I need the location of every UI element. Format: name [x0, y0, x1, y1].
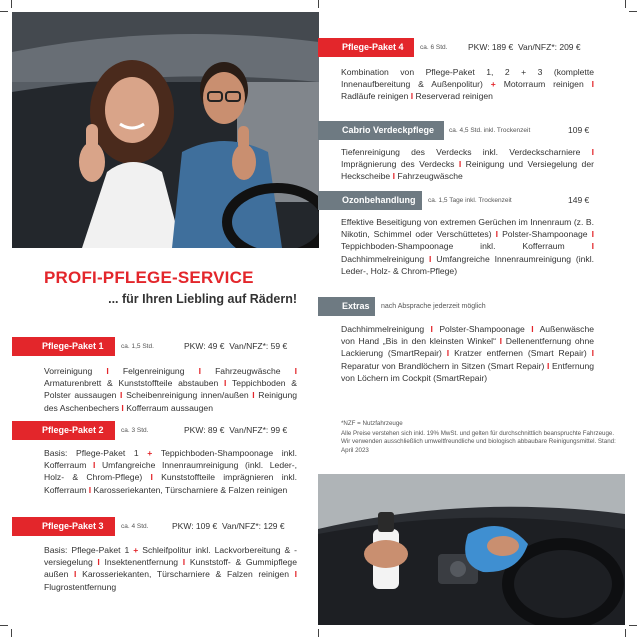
separator: I	[430, 324, 433, 334]
list-item: Teppichboden & Polster aussaugen	[44, 378, 297, 401]
page-subtitle: ... für Ihren Liebling auf Rädern!	[108, 292, 297, 306]
crop-mark	[625, 0, 626, 8]
plus-sign: +	[147, 448, 153, 458]
separator: I	[458, 159, 462, 170]
package-4-price-pkw: PKW: 189 €	[468, 42, 514, 52]
package-3-tag: Pflege-Paket 3	[12, 517, 115, 536]
crop-mark	[625, 629, 626, 637]
list-item: Felgenreinigung	[122, 366, 185, 376]
separator: I	[428, 253, 432, 264]
extras-tag: Extras	[318, 297, 375, 316]
package-4-duration: ca. 6 Std.	[420, 44, 448, 51]
ozone-price: 149 €	[568, 195, 590, 205]
separator: I	[88, 484, 92, 495]
list-item: Umfangreiche Innenraumreinigung (inkl. Leder-, Holz- & Chrom-Pflege)	[44, 460, 298, 483]
package-3-price-pkw: PKW: 109 €	[172, 521, 218, 531]
list-item: Entfernung von Löchern im Cockpit (SmartRepair)	[341, 360, 595, 383]
list-item: Insektenentfernung	[104, 557, 179, 568]
ozone-duration: ca. 1,5 Tage inkl. Trockenzeit	[428, 197, 512, 204]
list-item: Vorreinigung	[44, 366, 93, 376]
list-item: Reserverad reinigen	[415, 91, 493, 102]
package-1-tag: Pflege-Paket 1	[12, 337, 115, 356]
separator: I	[294, 366, 297, 376]
package-2-description	[44, 447, 297, 496]
separator: I	[591, 229, 594, 240]
crop-mark	[11, 629, 12, 637]
list-item: Fahrzeugwäsche	[215, 366, 281, 376]
separator: I	[74, 569, 77, 580]
ozone-tag: Ozonbehandlung	[318, 191, 422, 210]
package-3-price-van: Van/NFZ*: 129 €	[221, 521, 285, 531]
list-item: Radläufe reinigen	[341, 91, 409, 102]
separator: I	[410, 91, 414, 102]
separator: I	[392, 171, 395, 182]
list-item: Fahrzeugwäsche	[397, 171, 463, 182]
separator: I	[92, 460, 96, 471]
separator: I	[182, 557, 186, 568]
separator: I	[495, 229, 499, 240]
ozone-description	[341, 216, 594, 277]
list-item: Reparatur von Brandlöchern in Sitzen (Smart Repair)	[341, 360, 545, 371]
separator: I	[106, 366, 109, 376]
package-2-lead: Basis: Pflege-Paket 1	[44, 448, 139, 458]
footnote-nzf: *NZF = Nutzfahrzeuge	[341, 420, 403, 427]
separator: I	[224, 378, 227, 389]
separator: I	[499, 336, 503, 347]
extras-description	[341, 323, 594, 384]
cleaning-illustration	[318, 474, 625, 625]
package-2-price-pkw: PKW: 89 €	[184, 425, 225, 435]
list-item: Flugrostentfernung	[44, 581, 117, 592]
package-4-lead: Kombination von Pflege-Paket 1, 2 + 3 (komplette Innenaufbereitung & Außenpolitur)	[341, 67, 594, 90]
package-4-price	[468, 38, 581, 57]
crop-mark	[11, 0, 12, 8]
cabrio-description	[341, 146, 594, 183]
separator: I	[294, 569, 298, 580]
crop-mark	[629, 11, 637, 12]
list-item: Umfangreiche Innenraumreinigung (inkl. Leder-, Holz- & Chrom-Pflege)	[341, 253, 595, 276]
list-item: Dachhimmelreinigung	[341, 324, 425, 334]
package-4-price-van: Van/NFZ*: 209 €	[517, 42, 581, 52]
package-1-price-van: Van/NFZ*: 59 €	[229, 341, 288, 351]
list-item: Kunststoffteile imprägnieren inkl. Kofferraum	[44, 472, 297, 495]
list-item: Dellenentfernung ohne Lackierung (SmartRepair)	[341, 336, 595, 359]
list-item: Karosseriekanten, Türscharniere & Falzen reinigen	[82, 569, 289, 580]
list-item: Schleifpolitur inkl. Lackvorbereitung & -versiegelung	[44, 545, 297, 568]
couple-in-car-photo	[12, 12, 319, 248]
separator: I	[198, 366, 201, 376]
separator: I	[97, 557, 100, 568]
separator: I	[591, 348, 594, 359]
plus-sign: +	[490, 79, 496, 90]
separator: I	[546, 360, 550, 371]
package-1-price	[184, 337, 287, 356]
list-item: Polster-Shampoonage	[439, 324, 525, 334]
package-1-duration: ca. 1,5 Std.	[121, 343, 154, 350]
package-2-tag: Pflege-Paket 2	[12, 421, 115, 440]
package-3-price	[172, 517, 285, 536]
separator: I	[591, 79, 595, 90]
package-3-lead: Basis: Pflege-Paket 1	[44, 545, 130, 555]
list-item: Teppichboden-Shampoonage inkl. Kofferraum	[341, 241, 565, 252]
package-3-duration: ca. 4 Std.	[121, 523, 149, 530]
list-item: Teppichboden-Shampoonage inkl. Kofferraum	[44, 448, 298, 471]
list-item: Reinigung des Aschenbechers	[44, 390, 297, 413]
footnote-legal: Alle Preise verstehen sich inkl. 19% MwSt. und gelten für durchschnittlich beanspruchte Fahrzeuge. Wir verwenden ausschließlich umweltfreundliche und biologisch abbaubare Reinigungsmittel. Stand: April 2023	[341, 430, 616, 454]
cabrio-price: 109 €	[568, 125, 590, 135]
list-item: Dachhimmelreinigung	[341, 253, 425, 264]
list-item: Motorraum reinigen	[503, 79, 584, 90]
cabrio-duration: ca. 4,5 Std. inkl. Trockenzeit	[449, 127, 531, 134]
cabrio-tag: Cabrio Verdeckpflege	[318, 121, 444, 140]
list-item: Effektive Beseitigung von extremen Gerüchen im Innenraum (z. B. Nikotin, Schimmel oder Verschüttetes)	[341, 217, 594, 240]
crop-mark	[629, 625, 637, 626]
interior-cleaning-photo	[318, 474, 625, 625]
crop-mark	[0, 11, 8, 12]
list-item: Außenwäsche von Hand „Bis in den kleinsten Winkel“	[341, 324, 595, 347]
list-item: Kofferraum aussaugen	[126, 402, 213, 413]
package-4-description	[341, 66, 594, 103]
list-item: Reinigung und Versiegelung der Heckscheibe	[341, 159, 594, 182]
crop-mark	[318, 629, 319, 637]
separator: I	[591, 147, 595, 157]
separator: I	[446, 348, 450, 359]
package-1-description	[44, 365, 297, 414]
package-2-price-van: Van/NFZ*: 99 €	[229, 425, 288, 435]
separator: I	[120, 390, 123, 401]
package-4-tag: Pflege-Paket 4	[318, 38, 414, 57]
package-1-price-pkw: PKW: 49 €	[184, 341, 225, 351]
separator: I	[150, 472, 153, 483]
list-item: Armaturenbrett & Kunststoffteile abstauben	[44, 378, 219, 389]
list-item: Kratzer entfernen (Smart Repair)	[454, 348, 587, 359]
separator: I	[121, 402, 124, 413]
list-item: Tiefenreinigung des Verdecks inkl. Verdeckscharniere	[341, 147, 581, 157]
crop-mark	[0, 625, 8, 626]
list-item: Imprägnierung des Verdecks	[341, 159, 455, 170]
page-title: PROFI-PFLEGE-SERVICE	[44, 268, 254, 287]
package-2-duration: ca. 3 Std.	[121, 427, 149, 434]
package-3-description	[44, 544, 297, 593]
separator: I	[531, 324, 534, 334]
extras-note: nach Absprache jederzeit möglich	[381, 303, 486, 310]
separator: I	[591, 241, 595, 252]
list-item: Karosseriekanten, Türscharniere & Falzen reinigen	[93, 484, 288, 495]
package-2-price	[184, 421, 287, 440]
plus-sign: +	[133, 545, 139, 555]
list-item: Polster-Shampoonage	[502, 229, 588, 240]
crop-mark	[318, 0, 319, 8]
separator: I	[252, 390, 255, 401]
couple-illustration	[12, 12, 319, 248]
list-item: Scheibenreinigung innen/außen	[126, 390, 249, 401]
list-item: Kunststoff- & Gummipflege außen	[44, 557, 297, 580]
